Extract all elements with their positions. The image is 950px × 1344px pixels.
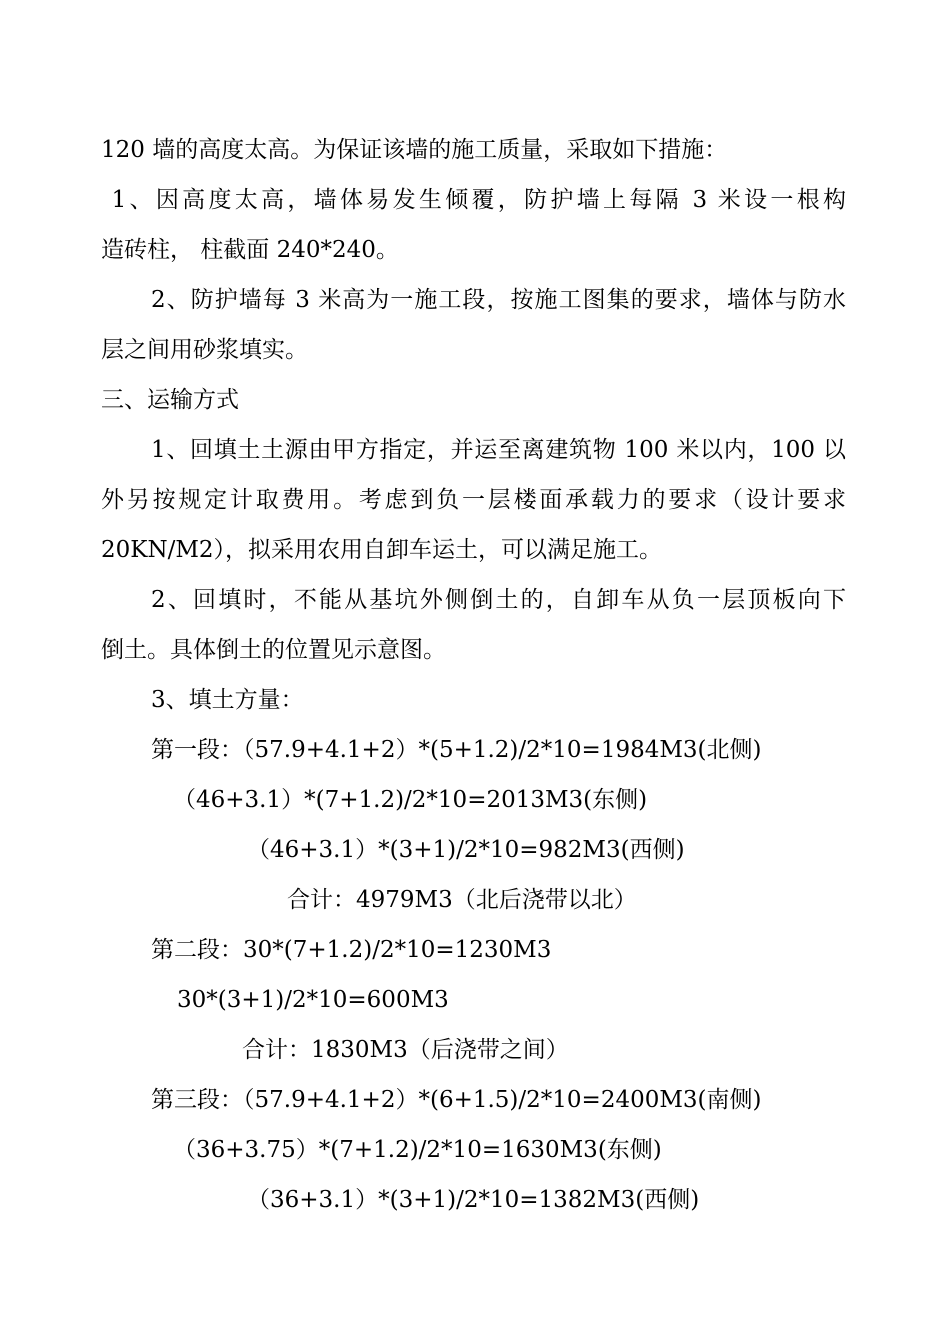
text-line-10: 2、回填时，不能从基坑外侧倒土的，自卸车从负一层顶板向下 (151, 587, 846, 613)
section-heading-transport: 三、运输方式 (101, 387, 239, 413)
text-line-2: 1、因高度太高，墙体易发生倾覆，防护墙上每隔 3 米设一根构 (101, 187, 846, 213)
text-line-5: 层之间用砂浆填实。 (101, 337, 308, 363)
text-line-8: 外另按规定计取费用。考虑到负一层楼面承载力的要求（设计要求 (101, 487, 846, 513)
text-line-12: 3、填土方量： (151, 687, 304, 713)
text-line-4: 2、防护墙每 3 米高为一施工段，按施工图集的要求，墙体与防水 (151, 287, 846, 313)
calc-section2-total: 合计：1830M3（后浇带之间） (242, 1037, 569, 1063)
calc-section1-east: （46+3.1）*(7+1.2)/2*10=2013M3(东侧) (173, 787, 648, 813)
calc-section1-north: 第一段：（57.9+4.1+2）*(5+1.2)/2*10=1984M3(北侧) (151, 737, 762, 763)
text-line-7: 1、回填土土源由甲方指定，并运至离建筑物 100 米以内，100 以 (151, 437, 846, 463)
calc-section2-line1: 第二段：30*(7+1.2)/2*10=1230M3 (151, 937, 552, 963)
calc-section3-east: （36+3.75）*(7+1.2)/2*10=1630M3(东侧) (173, 1137, 662, 1163)
text-line-9: 20KN/M2），拟采用农用自卸车运土，可以满足施工。 (101, 537, 663, 563)
text-line-3: 造砖柱， 柱截面 240*240。 (101, 237, 399, 263)
calc-section3-west: （36+3.1）*(3+1)/2*10=1382M3(西侧) (247, 1187, 700, 1213)
calc-section2-line2: 30*(3+1)/2*10=600M3 (177, 987, 449, 1013)
text-line-11: 倒土。具体倒土的位置见示意图。 (101, 637, 446, 663)
text-line-1: 120 墙的高度太高。为保证该墙的施工质量，采取如下措施： (101, 137, 728, 163)
calc-section1-west: （46+3.1）*(3+1)/2*10=982M3(西侧) (247, 837, 685, 863)
calc-section3-south: 第三段：（57.9+4.1+2）*(6+1.5)/2*10=2400M3(南侧) (151, 1087, 762, 1113)
calc-section1-total: 合计：4979M3（北后浇带以北） (287, 887, 637, 913)
